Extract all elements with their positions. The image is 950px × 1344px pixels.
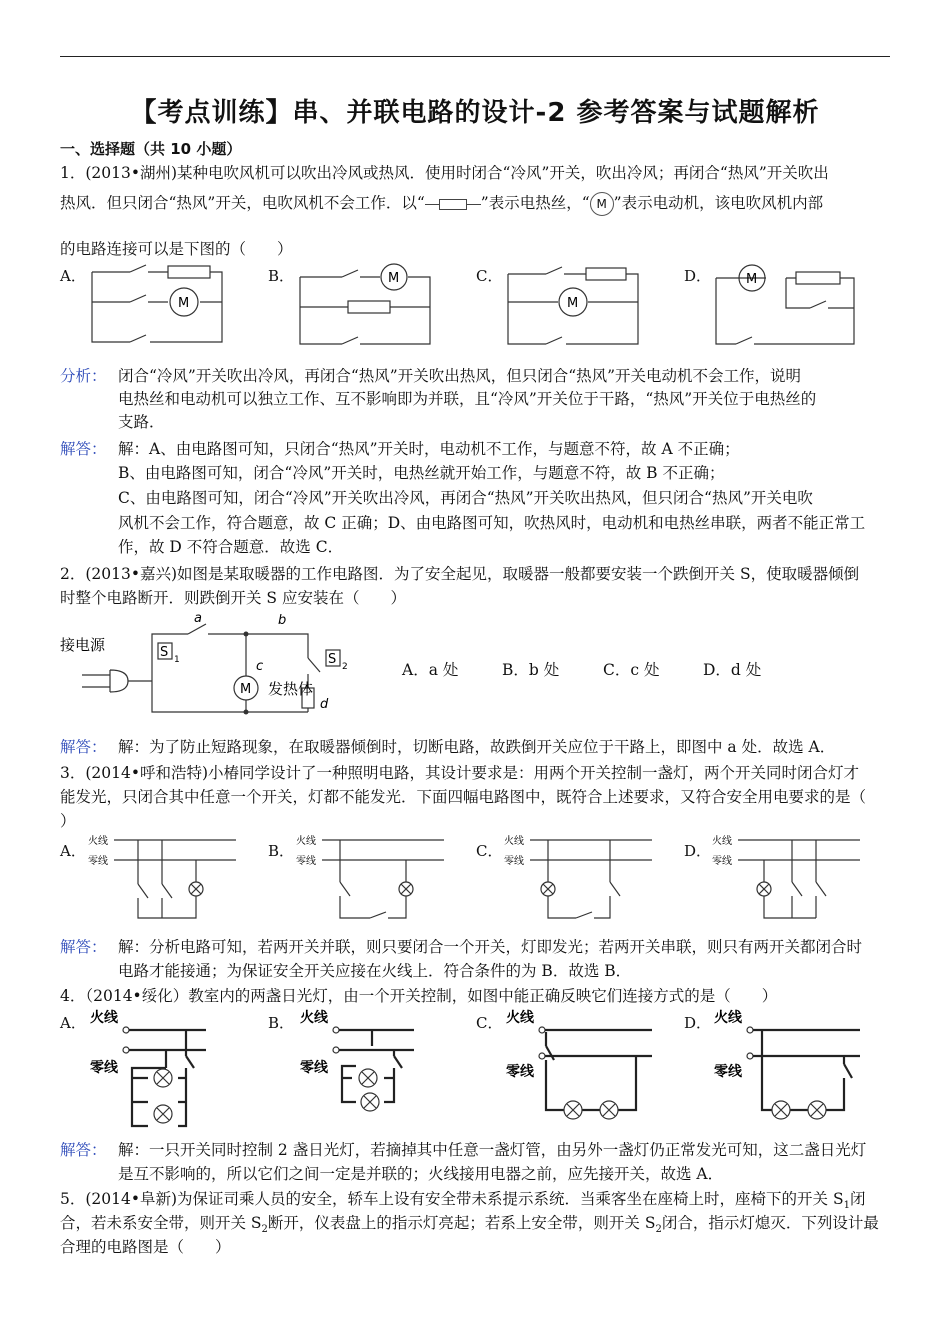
q1-answer-5: 作，故 D 不符合题意．故选 C． [118, 538, 344, 556]
q5-line2: 合，若未系安全带，则开关 $S_2$断开，仪表盘上的指示灯亮起；若系上安全带，则开关 $S_2$闭合，指示灯熄灭．下列设计最 [60, 1214, 879, 1236]
q1-circuit-b [298, 262, 438, 352]
svg-text:零线: 零线 [712, 856, 732, 867]
q2-answer: 解：为了防止短路现象，在取暖器倾倒时，切断电路，故跌倒开关应位于干路上，即图中 a 处．故选 A． [118, 738, 836, 756]
q1-option-c: C． [476, 267, 503, 285]
q2-option-c: C．c 处 [603, 661, 660, 679]
svg-text:b: b [278, 613, 287, 628]
q3-answer-2: 电路才能接通；为保证安全开关应接在火线上．符合条件的为 B．故选 B． [118, 962, 632, 980]
svg-text:M: M [388, 271, 400, 286]
svg-text:c: c [256, 659, 264, 674]
q3-line1: 3．(2014•呼和浩特)小椿同学设计了一种照明电路，其设计要求是：用两个开关控制一盏灯，两个开关同时闭合灯才 [60, 764, 860, 782]
q2-answer-label: 解答： [60, 738, 107, 756]
svg-text:火线: 火线 [296, 836, 316, 847]
q1-answer-3: C、由电路图可知，闭合“冷风”开关吹出冷风，再闭合“热风”开关吹出热风，但只闭合“热风”开关电吹 [118, 489, 813, 507]
q4-option-b: B． [268, 1014, 295, 1032]
q2-option-d: D．d 处 [703, 661, 762, 679]
q4-circuit-a [86, 1006, 236, 1128]
q3-circuit-b [296, 832, 446, 924]
q3-option-b: B． [268, 842, 295, 860]
q1-option-b: B． [268, 267, 295, 285]
q1-analysis-1: 闭合“冷风”开关吹出冷风，再闭合“热风”开关吹出热风，但只闭合“热风”开关电动机不会工作，说明 [118, 367, 802, 385]
q1-line2c: ”表示电动机，该电吹风机内部 [613, 194, 824, 212]
q1-circuit-a [90, 262, 230, 352]
svg-text:火线: 火线 [300, 1010, 328, 1026]
q4-circuit-d [710, 1006, 870, 1128]
q3-line2: 能发光，只闭合其中任意一个开关，灯都不能发光．下面四幅电路图中，既符合上述要求，又符合安全用电要求的是（ [60, 788, 867, 806]
q2-line1: 2．(2013•嘉兴)如图是某取暖器的工作电路图．为了安全起见，取暖器一般都要安装一个跌倒开关 S，使取暖器倾倒 [60, 565, 860, 583]
q4-circuit-c [502, 1006, 662, 1128]
q3-option-d: D． [684, 842, 712, 860]
q3-circuit-d [712, 832, 862, 924]
svg-text:火线: 火线 [88, 836, 108, 847]
q3-option-c: C． [476, 842, 503, 860]
svg-text:零线: 零线 [506, 1064, 534, 1080]
q1-circuit-d [714, 262, 854, 352]
svg-text:零线: 零线 [714, 1064, 742, 1080]
q2-line2: 时整个电路断开．则跌倒开关 S 应安装在（ ） [60, 589, 406, 607]
svg-text:1: 1 [174, 655, 180, 665]
svg-text:M: M [178, 296, 190, 311]
resistor-symbol [425, 198, 481, 210]
svg-text:火线: 火线 [90, 1010, 118, 1026]
q4-option-c: C． [476, 1014, 503, 1032]
q3-circuit-c [504, 832, 654, 924]
q3-answer-label: 解答： [60, 938, 107, 956]
motor-symbol: M [590, 192, 614, 216]
q4-option-d: D． [684, 1014, 712, 1032]
svg-text:M: M [746, 272, 758, 287]
q1-analysis-label: 分析： [60, 367, 107, 385]
q4-answer-2: 是互不影响的，所以它们之间一定是并联的；火线接用电器之前，应先接开关，故选 A． [118, 1165, 724, 1183]
q4-circuit-b [296, 1006, 446, 1128]
q1-answer-4: 风机不会工作，符合题意，故 C 正确；D、由电路图可知，吹热风时，电动机和电热丝串联，两者不能正常工 [118, 514, 866, 532]
svg-text:2: 2 [342, 662, 348, 672]
q2-source-label: 接电源 [60, 636, 106, 654]
svg-text:M: M [240, 682, 252, 697]
q5-line1: 5．(2014•阜新)为保证司乘人员的安全，轿车上设有安全带未系提示系统．当乘客坐在座椅上时，座椅下的开关 $S_1$闭 [60, 1190, 866, 1212]
q3-circuit-a [88, 832, 238, 924]
q2-option-a: A．a 处 [402, 661, 459, 679]
q3-answer-1: 解：分析电路可知，若两开关并联，则只要闭合一个开关，灯即发光；若两开关串联，则只有两开关都闭合时 [118, 938, 863, 956]
svg-text:M: M [567, 296, 579, 311]
q1-line2b: ”表示电热丝，“ [480, 194, 590, 212]
q1-analysis-2: 电热丝和电动机可以独立工作、互不影响即为并联，且“冷风”开关位于干路，“热风”开关位于电热丝的 [118, 390, 817, 408]
q2-option-b: B．b 处 [502, 661, 560, 679]
q1-line3: 的电路连接可以是下图的（ ） [60, 240, 293, 258]
section-heading: 一、选择题（共 10 小题） [60, 140, 242, 158]
q5-line3: 合理的电路图是（ ） [60, 1238, 231, 1256]
svg-text:火线: 火线 [504, 836, 524, 847]
header-rule [60, 56, 890, 57]
q1-line2 [60, 191, 823, 216]
q3-line3: ） [60, 812, 76, 830]
svg-text:S: S [160, 645, 169, 660]
q1-option-d: D． [684, 267, 712, 285]
q4-answer-1: 解：一只开关同时控制 2 盏日光灯，若摘掉其中任意一盏灯管，由另外一盏灯仍正常发光可知，这二盏日光灯 [118, 1141, 867, 1159]
svg-text:零线: 零线 [296, 856, 316, 867]
q1-analysis-3: 支路． [118, 413, 165, 431]
page-title: 【考点训练】串、并联电路的设计-2 参考答案与试题解析 [130, 98, 820, 128]
svg-text:火线: 火线 [714, 1010, 742, 1026]
q1-line1: 1．(2013•湖州)某种电吹风机可以吹出冷风或热风．使用时闭合“冷风”开关，吹出冷风；再闭合“热风”开关吹出 [60, 164, 829, 182]
q4-answer-label: 解答： [60, 1141, 107, 1159]
svg-text:火线: 火线 [712, 836, 732, 847]
svg-text:S: S [328, 652, 337, 667]
q2-heater-label: 发热体 [268, 680, 314, 698]
svg-text:零线: 零线 [88, 856, 108, 867]
q3-option-a: A． [60, 842, 86, 860]
q2-heater-circuit [58, 612, 358, 724]
q1-answer-label: 解答： [60, 440, 107, 458]
svg-text:零线: 零线 [504, 856, 524, 867]
q1-line2a: 热风．但只闭合“热风”开关，电吹风机不会工作．以“ [60, 194, 425, 212]
svg-text:d: d [320, 697, 329, 712]
q1-circuit-c [506, 262, 646, 352]
svg-text:零线: 零线 [300, 1060, 328, 1076]
q1-answer-2: B、由电路图可知，闭合“冷风”开关时，电热丝就开始工作，与题意不符，故 B 不正确； [118, 464, 725, 482]
svg-text:零线: 零线 [90, 1060, 118, 1076]
q4-line1: 4．（2014•绥化）教室内的两盏日光灯，由一个开关控制，如图中能正确反映它们连接方式的是（ ） [60, 987, 778, 1005]
q1-option-a: A． [60, 267, 86, 285]
q1-answer-1: 解：A、由电路图可知，只闭合“热风”开关时，电动机不工作，与题意不符，故 A 不正确； [118, 440, 740, 458]
q4-option-a: A． [60, 1014, 86, 1032]
svg-text:火线: 火线 [506, 1010, 534, 1026]
svg-text:a: a [194, 611, 202, 626]
